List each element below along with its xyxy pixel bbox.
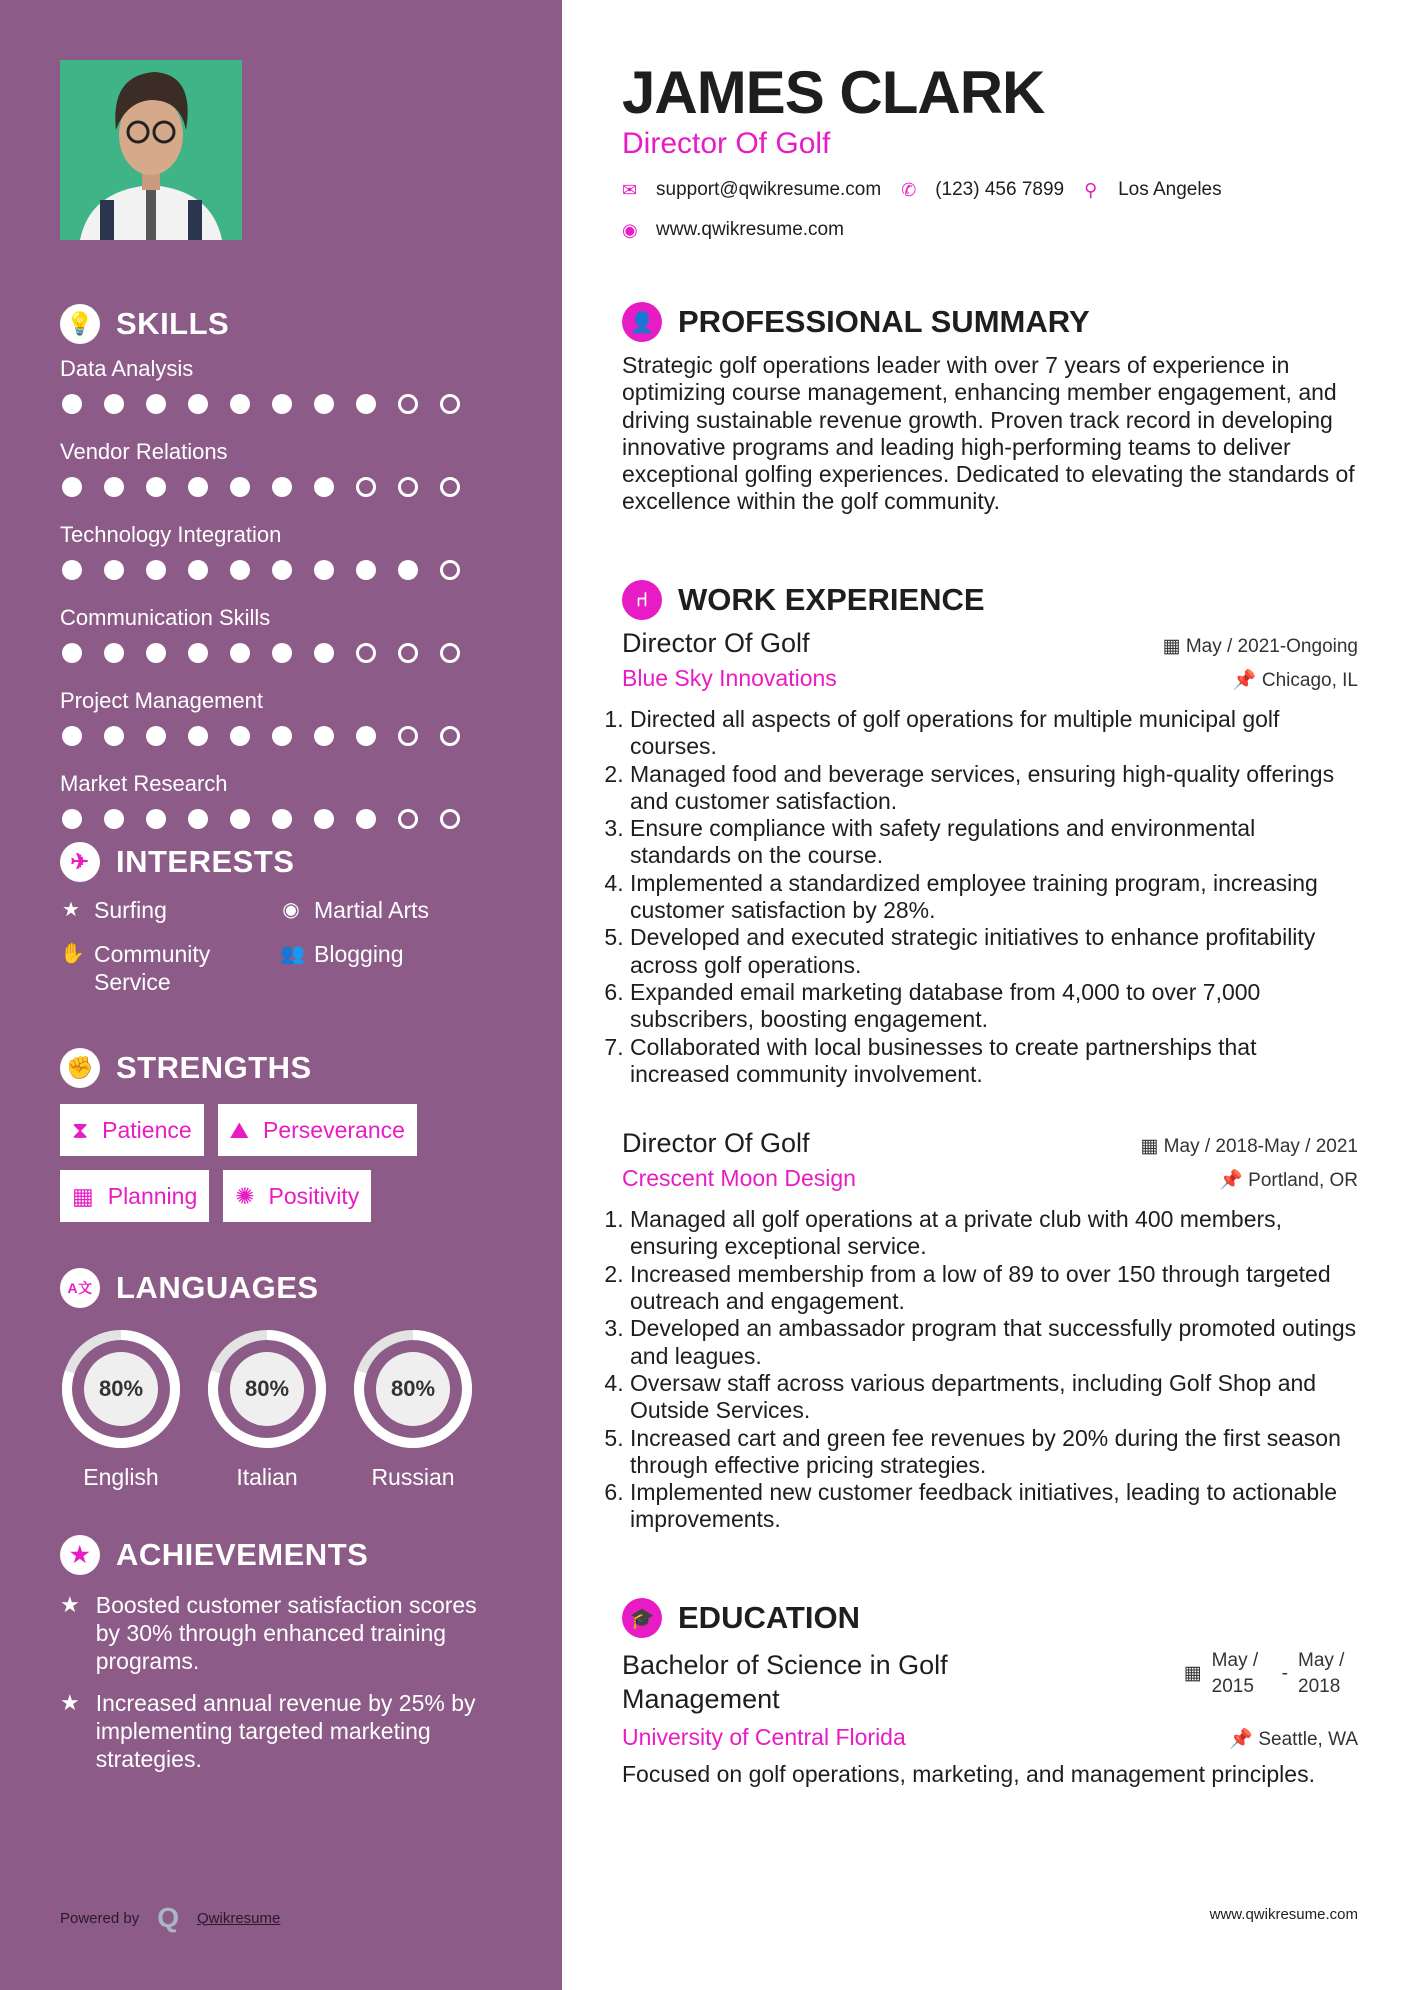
rating-dot-filled bbox=[356, 726, 376, 746]
rating-dot-filled bbox=[62, 394, 82, 414]
rating-dot-filled bbox=[356, 394, 376, 414]
rating-dot-empty bbox=[356, 643, 376, 663]
rating-dot-filled bbox=[314, 643, 334, 663]
summary-heading: PROFESSIONAL SUMMARY bbox=[678, 304, 1090, 339]
rating-dot-empty bbox=[398, 394, 418, 414]
users-icon: 👥 bbox=[280, 943, 305, 965]
rating-dot-empty bbox=[356, 477, 376, 497]
rating-dot-filled bbox=[230, 394, 250, 414]
job-bullet: 3. Ensure compliance with safety regulations and environmental standards on the course. bbox=[630, 815, 1358, 870]
rating-dot-empty bbox=[440, 394, 460, 414]
languages-heading: LANGUAGES bbox=[116, 1270, 319, 1305]
email[interactable]: support@qwikresume.com bbox=[656, 179, 882, 200]
rating-dot-filled bbox=[146, 726, 166, 746]
skill-item bbox=[60, 439, 460, 517]
skills-heading: SKILLS bbox=[116, 306, 230, 341]
skill-item bbox=[60, 522, 460, 600]
job-location: Portland, OR bbox=[1248, 1170, 1358, 1192]
job-bullet: 2. Increased membership from a low of 89 to over 150 through targeted outreach and engagement. bbox=[630, 1261, 1358, 1316]
envelope-icon: ✉ bbox=[622, 179, 638, 200]
summary-section bbox=[622, 302, 1358, 516]
rating-dot-empty bbox=[440, 643, 460, 663]
shooting-star-icon: ★ bbox=[60, 1592, 80, 1617]
rating-dot-filled bbox=[146, 394, 166, 414]
education-description: Focused on golf operations, marketing, and management principles. bbox=[622, 1761, 1315, 1787]
skill-label: Project Management bbox=[60, 688, 263, 713]
rating-dot-filled bbox=[188, 643, 208, 663]
rating-dot-empty bbox=[440, 477, 460, 497]
footer-website[interactable]: www.qwikresume.com bbox=[1209, 1906, 1358, 1923]
rating-dot-filled bbox=[188, 560, 208, 580]
interest-label: Martial Arts bbox=[314, 897, 430, 923]
job-bullet: 5. Increased cart and green fee revenues by 20% during the first season through effective pricing strategies. bbox=[630, 1425, 1358, 1480]
strengths-section bbox=[60, 1048, 520, 1222]
rating-dot-filled bbox=[188, 809, 208, 829]
powered-by-label: Powered by bbox=[60, 1909, 140, 1927]
job-bullet: 6. Implemented new customer feedback initiatives, leading to actionable improvements. bbox=[630, 1479, 1358, 1534]
header bbox=[622, 58, 1358, 241]
language-item bbox=[60, 1328, 182, 1491]
phone-icon: ✆ bbox=[901, 179, 917, 200]
candidate-title: Director Of Golf bbox=[622, 127, 831, 160]
user-icon: 👤 bbox=[622, 302, 662, 342]
interest-label: Blogging bbox=[314, 941, 404, 967]
rating-dot-filled bbox=[272, 477, 292, 497]
interest-label: Surfing bbox=[94, 897, 167, 923]
profile-photo bbox=[60, 60, 242, 240]
job-entry bbox=[622, 628, 1358, 1088]
strength-label: Positivity bbox=[268, 1182, 360, 1209]
rating-dot-filled bbox=[272, 560, 292, 580]
achievements-section bbox=[60, 1535, 500, 1787]
rating-dot-empty bbox=[440, 809, 460, 829]
skill-item bbox=[60, 356, 460, 434]
language-label: English bbox=[83, 1464, 159, 1490]
rating-dot-filled bbox=[188, 726, 208, 746]
strength-tag bbox=[218, 1104, 417, 1156]
rating-dot-empty bbox=[398, 643, 418, 663]
rating-dot-filled bbox=[146, 809, 166, 829]
rating-dot-filled bbox=[356, 809, 376, 829]
language-label: Italian bbox=[236, 1464, 298, 1490]
hand-icon: ✋ bbox=[60, 943, 85, 965]
summary-text: Strategic golf operations leader with over 7 years of experience in optimizing course management, enhancing member engagement, and driving sustainable revenue growth. Proven track record in developing innovative programs and leading high-performing teams to deliver exceptional golfing experiences. Dedicated to elevating the standards of excellence within the golf community. bbox=[622, 352, 1355, 515]
rating-dot-filled bbox=[146, 560, 166, 580]
rating-dot-filled bbox=[62, 809, 82, 829]
skill-rating bbox=[62, 726, 460, 766]
interest-item bbox=[60, 940, 280, 996]
work-section bbox=[622, 580, 1358, 1574]
rating-dot-filled bbox=[62, 560, 82, 580]
rating-dot-filled bbox=[62, 643, 82, 663]
rating-dot-filled bbox=[146, 477, 166, 497]
rating-dot-filled bbox=[272, 809, 292, 829]
languages-section bbox=[60, 1268, 474, 1491]
rating-dot-filled bbox=[230, 726, 250, 746]
rating-dot-filled bbox=[62, 477, 82, 497]
star-badge-icon: ★ bbox=[60, 1535, 100, 1575]
paper-plane-icon: ✈ bbox=[60, 842, 100, 882]
rating-dot-filled bbox=[188, 394, 208, 414]
calendar-icon: ▦ bbox=[72, 1182, 94, 1209]
job-bullet: 1. Managed all golf operations at a private club with 400 members, ensuring exceptional service. bbox=[630, 1206, 1358, 1261]
education-end: May / 2018 bbox=[1298, 1650, 1345, 1697]
achievement-text: Boosted customer satisfaction scores by 30% through enhanced training programs. bbox=[95, 1592, 477, 1674]
rating-dot-empty bbox=[398, 809, 418, 829]
language-item bbox=[206, 1328, 328, 1491]
rating-dot-filled bbox=[146, 643, 166, 663]
interests-heading: INTERESTS bbox=[116, 844, 295, 879]
skill-rating bbox=[62, 560, 460, 600]
strength-tag bbox=[223, 1170, 371, 1222]
strength-label: Patience bbox=[102, 1116, 192, 1143]
skill-label: Technology Integration bbox=[60, 522, 282, 547]
job-title: Director Of Golf bbox=[622, 628, 810, 658]
globe-icon: ◉ bbox=[282, 899, 300, 921]
calendar-icon: ▦ bbox=[1162, 636, 1181, 657]
language-percent: 80% bbox=[244, 1376, 290, 1401]
interest-item bbox=[280, 896, 480, 924]
skill-label: Communication Skills bbox=[60, 605, 271, 630]
strength-label: Planning bbox=[107, 1182, 198, 1209]
rating-dot-filled bbox=[230, 477, 250, 497]
skill-item bbox=[60, 771, 460, 849]
language-percent: 80% bbox=[98, 1376, 144, 1401]
job-dates: May / 2021-Ongoing bbox=[1185, 636, 1358, 657]
rating-dot-filled bbox=[230, 560, 250, 580]
company: Crescent Moon Design bbox=[622, 1165, 856, 1192]
rating-dot-filled bbox=[104, 643, 124, 663]
powered-by bbox=[60, 1902, 280, 1934]
sun-icon: ✺ bbox=[235, 1182, 255, 1209]
rating-dot-filled bbox=[314, 394, 334, 414]
strengths-heading: STRENGTHS bbox=[116, 1050, 312, 1085]
company: Blue Sky Innovations bbox=[622, 665, 837, 691]
rating-dot-empty bbox=[440, 560, 460, 580]
hourglass-icon: ⧗ bbox=[72, 1116, 89, 1143]
pin-icon: 📌 bbox=[1229, 1729, 1254, 1750]
interest-label: Community Service bbox=[94, 941, 211, 995]
globe-icon: ◉ bbox=[622, 219, 638, 240]
skill-item bbox=[60, 605, 460, 683]
rating-dot-filled bbox=[104, 809, 124, 829]
map-pin-icon: ⚲ bbox=[1084, 179, 1098, 200]
skill-label: Data Analysis bbox=[60, 356, 194, 381]
rating-dot-filled bbox=[104, 560, 124, 580]
work-heading: WORK EXPERIENCE bbox=[678, 582, 985, 617]
job-bullet: 7. Collaborated with local businesses to create partnerships that increased community involvement. bbox=[630, 1034, 1358, 1089]
location: Los Angeles bbox=[1118, 179, 1222, 200]
job-dates: May / 2018-May / 2021 bbox=[1163, 1136, 1358, 1158]
job-location: Chicago, IL bbox=[1261, 670, 1358, 691]
rating-dot-empty bbox=[398, 477, 418, 497]
rating-dot-filled bbox=[314, 560, 334, 580]
rating-dot-filled bbox=[314, 726, 334, 746]
job-bullet: 1. Directed all aspects of golf operations for multiple municipal golf courses. bbox=[630, 706, 1358, 761]
rating-dot-filled bbox=[398, 560, 418, 580]
rating-dot-filled bbox=[230, 643, 250, 663]
achievement-item bbox=[60, 1689, 500, 1773]
rating-dot-filled bbox=[314, 809, 334, 829]
job-entry bbox=[622, 1128, 1358, 1534]
candidate-name: JAMES CLARK bbox=[622, 59, 1045, 126]
road-icon: ⛰ bbox=[229, 1116, 249, 1143]
calendar-icon: ▦ bbox=[1140, 1136, 1159, 1158]
calendar-icon: ▦ bbox=[1183, 1663, 1202, 1684]
star-icon: ★ bbox=[62, 899, 80, 921]
lightbulb-icon: 💡 bbox=[60, 304, 100, 344]
strength-tag bbox=[60, 1170, 209, 1222]
rating-dot-filled bbox=[356, 560, 376, 580]
language-item bbox=[352, 1328, 474, 1491]
rating-dot-filled bbox=[104, 394, 124, 414]
job-title: Director Of Golf bbox=[622, 1128, 810, 1159]
skill-rating bbox=[62, 477, 460, 517]
rating-dot-filled bbox=[230, 809, 250, 829]
job-bullet: 3. Developed an ambassador program that successfully promoted outings and leagues. bbox=[630, 1315, 1358, 1370]
skills-section bbox=[60, 304, 460, 849]
fist-icon: ✊ bbox=[60, 1048, 100, 1088]
pin-icon: 📌 bbox=[1219, 1170, 1243, 1192]
language-percent: 80% bbox=[390, 1376, 436, 1401]
achievement-text: Increased annual revenue by 25% by implementing targeted marketing strategies. bbox=[95, 1690, 476, 1772]
school: University of Central Florida bbox=[622, 1724, 906, 1750]
skill-rating bbox=[62, 643, 460, 683]
rating-dot-filled bbox=[62, 726, 82, 746]
skill-label: Market Research bbox=[60, 771, 228, 796]
rating-dot-filled bbox=[314, 477, 334, 497]
shooting-star-icon: ★ bbox=[60, 1690, 80, 1715]
sidebar bbox=[0, 0, 562, 1990]
rating-dot-filled bbox=[104, 726, 124, 746]
rating-dot-empty bbox=[398, 726, 418, 746]
strength-tag bbox=[60, 1104, 204, 1156]
job-bullet: 2. Managed food and beverage services, ensuring high-quality offerings and customer satisfaction. bbox=[630, 761, 1358, 816]
skill-item bbox=[60, 688, 460, 766]
website[interactable]: www.qwikresume.com bbox=[656, 219, 844, 240]
job-bullet: 4. Oversaw staff across various departments, including Golf Shop and Outside Services. bbox=[630, 1370, 1358, 1425]
rating-dot-filled bbox=[272, 643, 292, 663]
language-icon: A文 bbox=[60, 1268, 100, 1308]
job-bullet: 6. Expanded email marketing database from 4,000 to over 7,000 subscribers, boosting engagement. bbox=[630, 979, 1358, 1034]
qwikresume-logo-icon: Q bbox=[157, 1902, 179, 1933]
rating-dot-filled bbox=[188, 477, 208, 497]
interest-item bbox=[60, 896, 280, 924]
rating-dot-filled bbox=[272, 726, 292, 746]
skill-label: Vendor Relations bbox=[60, 439, 228, 464]
rating-dot-filled bbox=[272, 394, 292, 414]
qwikresume-link[interactable]: Qwikresume bbox=[197, 1909, 281, 1927]
job-bullet: 4. Implemented a standardized employee training program, increasing customer satisfaction by 28%. bbox=[630, 870, 1358, 925]
rating-dot-filled bbox=[104, 477, 124, 497]
language-label: Russian bbox=[371, 1464, 455, 1490]
rating-dot-empty bbox=[440, 726, 460, 746]
strength-label: Perseverance bbox=[263, 1116, 405, 1143]
phone: (123) 456 7899 bbox=[935, 179, 1065, 200]
skill-rating bbox=[62, 394, 460, 434]
education-section: 🎓 EDUCATION Bachelor of Science in Golf Management ▦ May / 2015 - May / 2018 University of Central Florida 📌 Seattle, WA Focused on golf operations, marketing, and management principles. bbox=[622, 1600, 1358, 1787]
education-heading: EDUCATION bbox=[678, 1600, 860, 1635]
chair-icon: ⑁ bbox=[622, 580, 662, 620]
achievement-item bbox=[60, 1591, 500, 1675]
pin-icon: 📌 bbox=[1232, 670, 1257, 691]
achievements-heading: ACHIEVEMENTS bbox=[116, 1537, 369, 1572]
graduation-icon: 🎓 bbox=[622, 1598, 662, 1638]
education-start: May / 2015 bbox=[1211, 1650, 1259, 1697]
interests-section bbox=[60, 842, 480, 996]
interest-item bbox=[280, 940, 480, 996]
job-bullet: 5. Developed and executed strategic initiatives to enhance profitability across golf operations. bbox=[630, 924, 1358, 979]
degree: Bachelor of Science in Golf Management bbox=[622, 1650, 948, 1714]
education-location: Seattle, WA bbox=[1258, 1729, 1358, 1750]
